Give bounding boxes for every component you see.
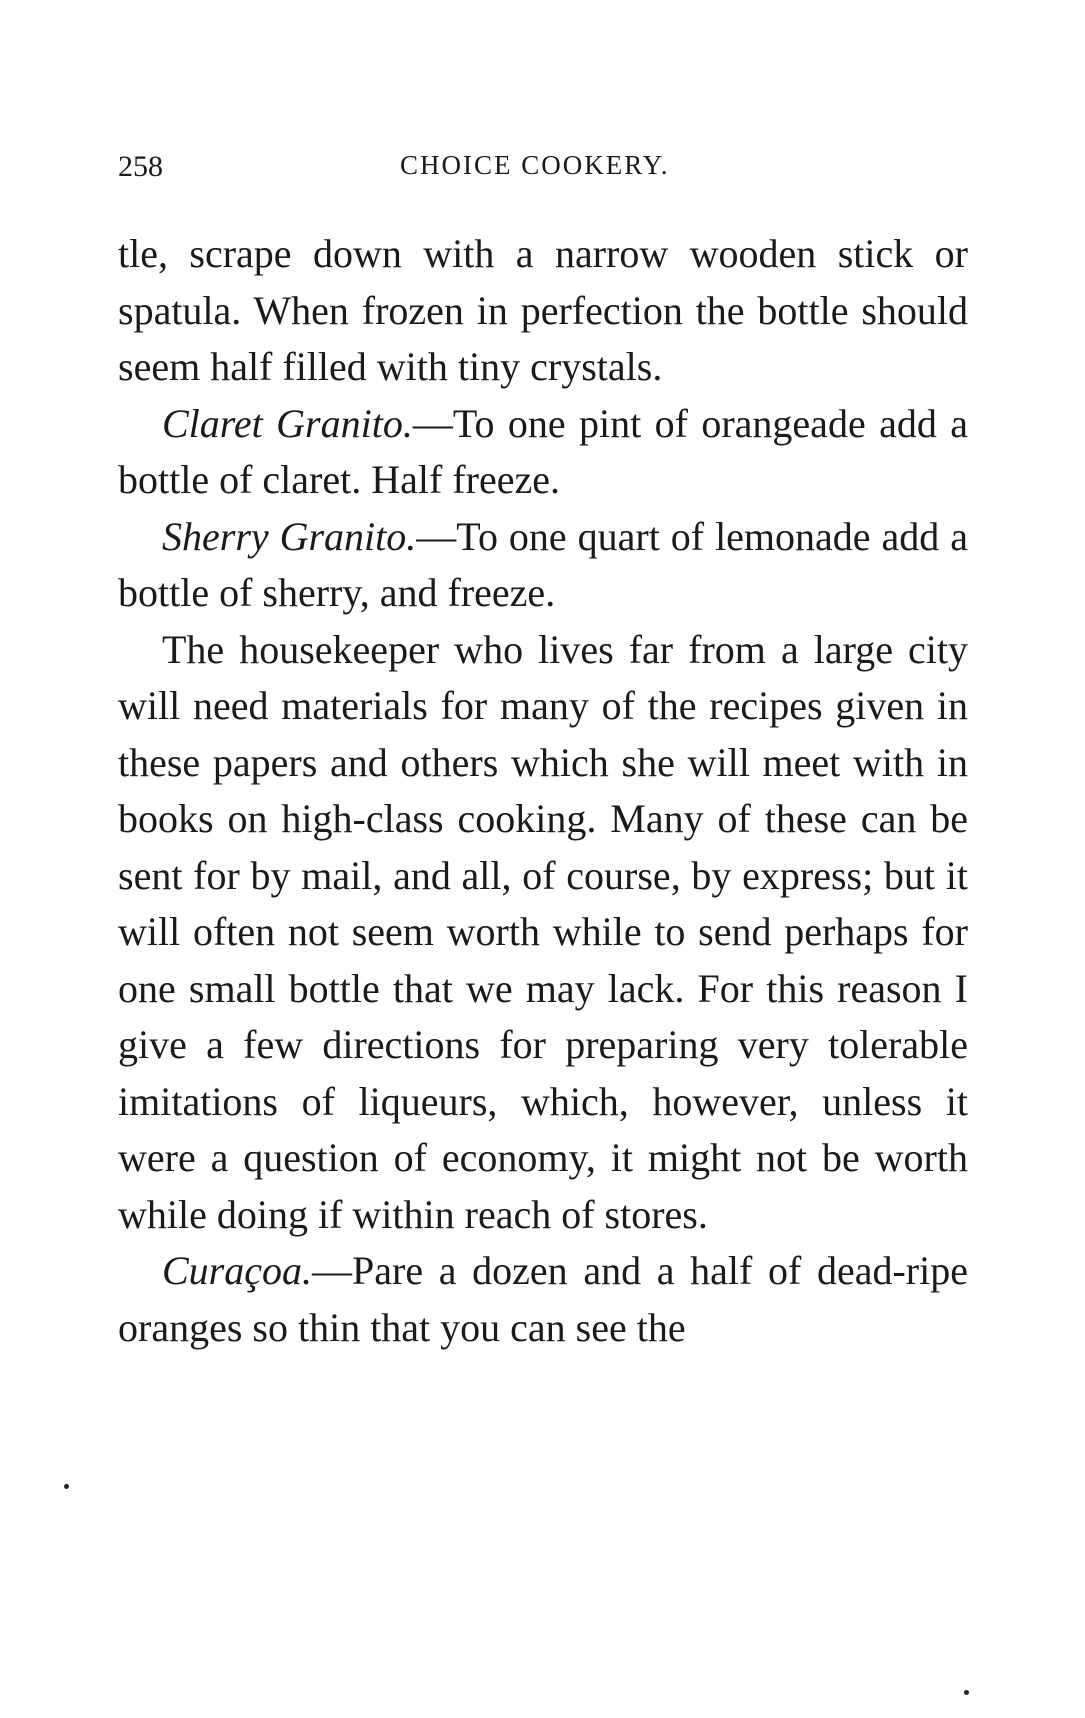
page-number: 258	[118, 150, 163, 183]
recipe-curacoa	[118, 1243, 968, 1356]
recipe-text: —To one quart of lemonade add a bottle of sherry, and freeze.	[118, 513, 968, 615]
recipe-text: —Pare a dozen and a half of dead-ripe oranges so thin that you can see the	[118, 1248, 968, 1350]
recipe-claret-granito	[118, 396, 968, 509]
body-text	[118, 226, 968, 1356]
paragraph-liqueurs	[118, 622, 968, 1244]
recipe-title: Curaçoa.	[162, 1248, 312, 1293]
recipe-sherry-granito	[118, 509, 968, 622]
paragraph-continuation	[118, 226, 968, 396]
paragraph-text: tle, scrape down with a narrow wooden stick or spatula. When frozen in perfection the bottle should seem half filled with tiny crystals.	[118, 231, 968, 389]
print-speck	[964, 1690, 969, 1695]
recipe-text: —To one pint of orangeade add a bottle of claret. Half freeze.	[118, 400, 968, 502]
recipe-title: Claret Granito.	[162, 400, 413, 446]
running-head	[118, 150, 968, 190]
paragraph-text: The housekeeper who lives far from a large city will need materials for many of the recipes given in these papers and others which she will meet with in books on high-class cooking. Many of these can be sent for by mail, and all, of course, by express; but it will often not seem worth while to send perhaps for one small bottle that we may lack. For this reason I give a few directions for preparing very tolerable imitations of liqueurs, which, however, unless it were a question of economy, it might not be worth while doing if within reach of stores.	[118, 626, 968, 1237]
recipe-title: Sherry Granito.	[162, 513, 417, 559]
running-title: CHOICE COOKERY.	[400, 150, 670, 180]
print-speck	[64, 1484, 69, 1489]
